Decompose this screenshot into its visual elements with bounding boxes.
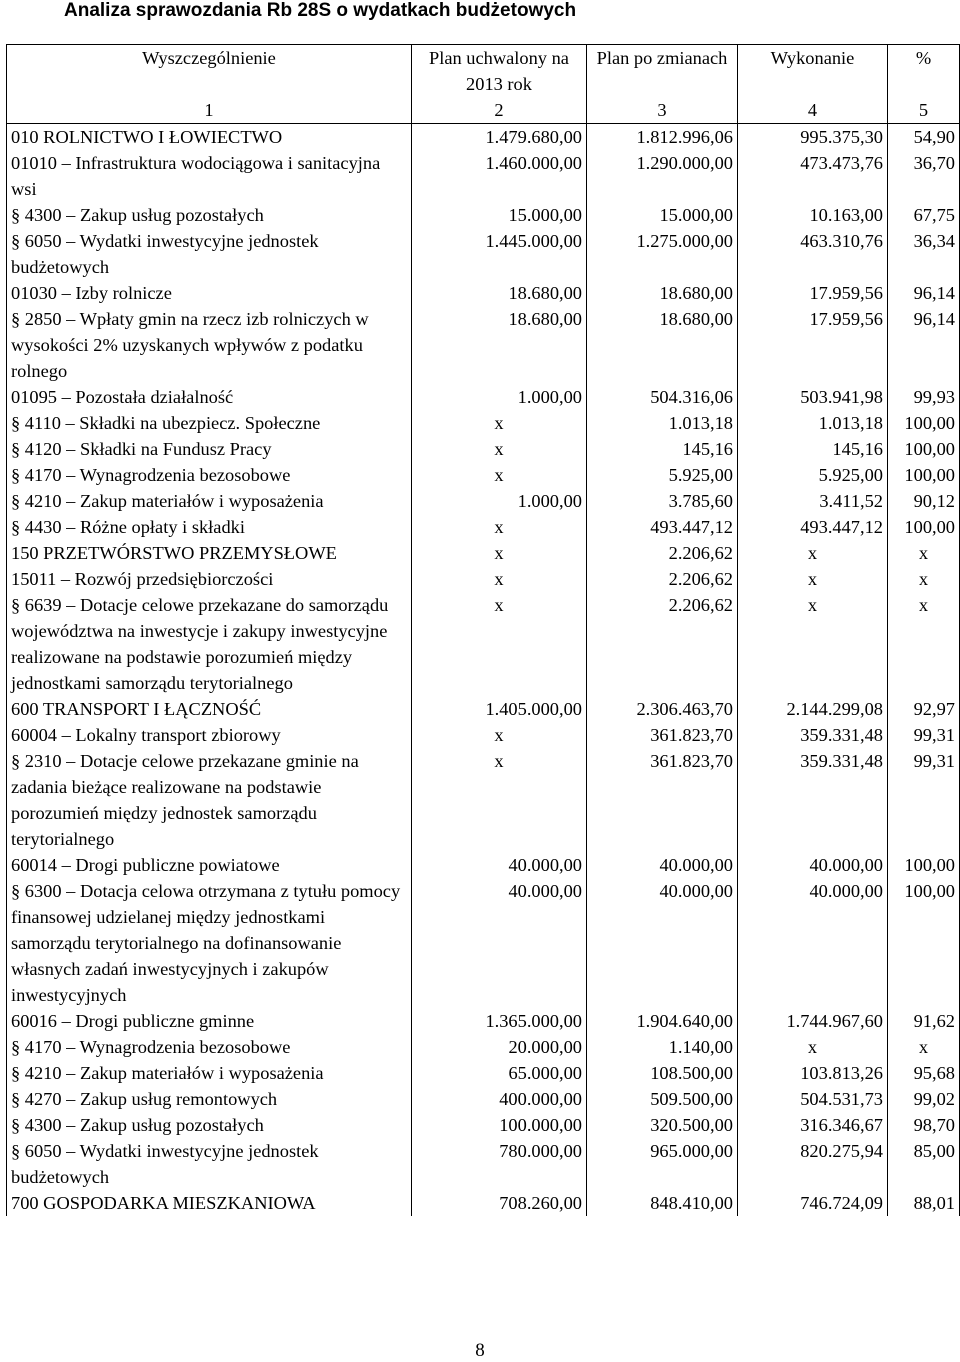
row-plan-changed: 5.925,00	[587, 462, 738, 488]
row-description: 15011 – Rozwój przedsiębiorczości	[7, 566, 412, 592]
row-percent: x	[888, 1034, 960, 1060]
table-row	[7, 124, 960, 151]
table-row	[7, 722, 960, 748]
row-percent: 99,02	[888, 1086, 960, 1112]
header-execution: Wykonanie	[738, 45, 888, 98]
row-description: 60014 – Drogi publiczne powiatowe	[7, 852, 412, 878]
row-description: 60004 – Lokalny transport zbiorowy	[7, 722, 412, 748]
row-plan-adopted: x	[412, 410, 587, 436]
table-row	[7, 540, 960, 566]
table-row	[7, 1190, 960, 1216]
row-execution: 40.000,00	[738, 852, 888, 878]
row-plan-changed: 848.410,00	[587, 1190, 738, 1216]
row-execution: 10.163,00	[738, 202, 888, 228]
row-execution: 17.959,56	[738, 280, 888, 306]
row-description: § 4210 – Zakup materiałów i wyposażenia	[7, 1060, 412, 1086]
row-percent: 36,34	[888, 228, 960, 280]
row-execution: 316.346,67	[738, 1112, 888, 1138]
table-row	[7, 1086, 960, 1112]
row-percent: x	[888, 592, 960, 696]
row-plan-changed: 2.206,62	[587, 566, 738, 592]
table-row	[7, 852, 960, 878]
row-description: § 4120 – Składki na Fundusz Pracy	[7, 436, 412, 462]
table-row	[7, 1060, 960, 1086]
row-plan-adopted: 100.000,00	[412, 1112, 587, 1138]
row-description: § 4430 – Różne opłaty i składki	[7, 514, 412, 540]
row-description: § 2850 – Wpłaty gmin na rzecz izb rolniczych w wysokości 2% uzyskanych wpływów z podatku rolnego	[7, 306, 412, 384]
page-number: 8	[475, 1340, 485, 1361]
row-plan-changed: 361.823,70	[587, 748, 738, 852]
row-description: § 4170 – Wynagrodzenia bezosobowe	[7, 1034, 412, 1060]
row-plan-changed: 40.000,00	[587, 852, 738, 878]
row-plan-changed: 509.500,00	[587, 1086, 738, 1112]
table-row	[7, 1138, 960, 1190]
table-row	[7, 696, 960, 722]
row-execution: 5.925,00	[738, 462, 888, 488]
row-plan-adopted: x	[412, 514, 587, 540]
row-plan-changed: 361.823,70	[587, 722, 738, 748]
row-plan-adopted: 1.460.000,00	[412, 150, 587, 202]
row-percent: 100,00	[888, 514, 960, 540]
row-execution: x	[738, 592, 888, 696]
row-plan-adopted: 1.000,00	[412, 488, 587, 514]
row-plan-adopted: x	[412, 592, 587, 696]
row-plan-changed: 18.680,00	[587, 306, 738, 384]
row-plan-adopted: x	[412, 540, 587, 566]
row-plan-adopted: 1.405.000,00	[412, 696, 587, 722]
row-plan-changed: 320.500,00	[587, 1112, 738, 1138]
row-plan-adopted: 20.000,00	[412, 1034, 587, 1060]
row-execution: 1.013,18	[738, 410, 888, 436]
column-number: 1	[7, 97, 412, 124]
table-row	[7, 462, 960, 488]
row-plan-changed: 15.000,00	[587, 202, 738, 228]
row-description: § 6050 – Wydatki inwestycyjne jednostek budżetowych	[7, 228, 412, 280]
table-row	[7, 150, 960, 202]
header-plan-adopted: Plan uchwalony na 2013 rok	[412, 45, 587, 98]
row-execution: 463.310,76	[738, 228, 888, 280]
row-execution: x	[738, 1034, 888, 1060]
budget-table	[6, 44, 960, 1216]
row-percent: 98,70	[888, 1112, 960, 1138]
row-description: 600 TRANSPORT I ŁĄCZNOŚĆ	[7, 696, 412, 722]
table-row	[7, 748, 960, 852]
row-execution: 1.744.967,60	[738, 1008, 888, 1034]
row-execution: 820.275,94	[738, 1138, 888, 1190]
row-plan-changed: 2.306.463,70	[587, 696, 738, 722]
row-percent: x	[888, 566, 960, 592]
row-execution: 103.813,26	[738, 1060, 888, 1086]
row-plan-adopted: x	[412, 722, 587, 748]
row-plan-changed: 18.680,00	[587, 280, 738, 306]
row-plan-changed: 40.000,00	[587, 878, 738, 1008]
row-description: § 6639 – Dotacje celowe przekazane do samorządu województwa na inwestycje i zakupy inwestycyjne realizowane na podstawie porozumień między jednostkami samorządu terytorialnego	[7, 592, 412, 696]
row-plan-adopted: 780.000,00	[412, 1138, 587, 1190]
row-percent: 95,68	[888, 1060, 960, 1086]
row-description: § 4110 – Składki na ubezpiecz. Społeczne	[7, 410, 412, 436]
row-plan-adopted: 400.000,00	[412, 1086, 587, 1112]
row-description: § 4270 – Zakup usług remontowych	[7, 1086, 412, 1112]
row-percent: 88,01	[888, 1190, 960, 1216]
row-execution: 359.331,48	[738, 748, 888, 852]
row-description: § 4300 – Zakup usług pozostałych	[7, 202, 412, 228]
row-plan-changed: 1.275.000,00	[587, 228, 738, 280]
row-execution: 40.000,00	[738, 878, 888, 1008]
row-plan-adopted: 40.000,00	[412, 878, 587, 1008]
table-row	[7, 514, 960, 540]
row-plan-adopted: x	[412, 566, 587, 592]
header-plan-changed: Plan po zmianach	[587, 45, 738, 98]
row-plan-changed: 108.500,00	[587, 1060, 738, 1086]
row-plan-adopted: 1.445.000,00	[412, 228, 587, 280]
table-row	[7, 280, 960, 306]
row-plan-adopted: 18.680,00	[412, 306, 587, 384]
row-execution: 473.473,76	[738, 150, 888, 202]
table-row	[7, 488, 960, 514]
row-execution: 995.375,30	[738, 124, 888, 151]
row-execution: 2.144.299,08	[738, 696, 888, 722]
table-row	[7, 306, 960, 384]
table-row	[7, 566, 960, 592]
row-plan-changed: 1.140,00	[587, 1034, 738, 1060]
row-description: 700 GOSPODARKA MIESZKANIOWA	[7, 1190, 412, 1216]
row-plan-adopted: x	[412, 436, 587, 462]
row-description: § 6300 – Dotacja celowa otrzymana z tytułu pomocy finansowej udzielanej między jednostkami samorządu terytorialnego na dofinansowanie własnych zadań inwestycyjnych i zakupów inwestycyjnych	[7, 878, 412, 1008]
table-row	[7, 592, 960, 696]
row-description: § 4170 – Wynagrodzenia bezosobowe	[7, 462, 412, 488]
table-row	[7, 202, 960, 228]
row-execution: x	[738, 566, 888, 592]
row-description: 010 ROLNICTWO I ŁOWIECTWO	[7, 124, 412, 151]
table-row	[7, 228, 960, 280]
row-percent: 99,31	[888, 748, 960, 852]
row-percent: 54,90	[888, 124, 960, 151]
row-plan-adopted: 18.680,00	[412, 280, 587, 306]
row-percent: 100,00	[888, 410, 960, 436]
table-header	[7, 45, 960, 98]
row-percent: 99,31	[888, 722, 960, 748]
column-number-row	[7, 97, 960, 124]
row-plan-changed: 1.290.000,00	[587, 150, 738, 202]
row-execution: 504.531,73	[738, 1086, 888, 1112]
row-plan-changed: 1.904.640,00	[587, 1008, 738, 1034]
row-percent: 92,97	[888, 696, 960, 722]
table-row	[7, 384, 960, 410]
row-execution: 746.724,09	[738, 1190, 888, 1216]
header-description: Wyszczególnienie	[7, 45, 412, 98]
row-description: 01095 – Pozostała działalność	[7, 384, 412, 410]
table-body	[7, 97, 960, 1216]
row-plan-adopted: 40.000,00	[412, 852, 587, 878]
column-number: 4	[738, 97, 888, 124]
row-plan-changed: 965.000,00	[587, 1138, 738, 1190]
row-description: 01010 – Infrastruktura wodociągowa i sanitacyjna wsi	[7, 150, 412, 202]
row-plan-adopted: 1.000,00	[412, 384, 587, 410]
row-plan-adopted: 708.260,00	[412, 1190, 587, 1216]
row-percent: 96,14	[888, 280, 960, 306]
row-plan-adopted: 1.365.000,00	[412, 1008, 587, 1034]
column-number: 2	[412, 97, 587, 124]
column-number: 3	[587, 97, 738, 124]
row-plan-changed: 3.785,60	[587, 488, 738, 514]
row-description: 150 PRZETWÓRSTWO PRZEMYSŁOWE	[7, 540, 412, 566]
table-row	[7, 1008, 960, 1034]
row-plan-adopted: 1.479.680,00	[412, 124, 587, 151]
column-number: 5	[888, 97, 960, 124]
row-execution: 17.959,56	[738, 306, 888, 384]
row-percent: 100,00	[888, 852, 960, 878]
row-execution: 145,16	[738, 436, 888, 462]
row-percent: x	[888, 540, 960, 566]
row-plan-changed: 1.013,18	[587, 410, 738, 436]
row-percent: 100,00	[888, 436, 960, 462]
row-percent: 85,00	[888, 1138, 960, 1190]
row-description: § 6050 – Wydatki inwestycyjne jednostek budżetowych	[7, 1138, 412, 1190]
row-plan-adopted: x	[412, 748, 587, 852]
row-execution: x	[738, 540, 888, 566]
row-percent: 90,12	[888, 488, 960, 514]
row-percent: 67,75	[888, 202, 960, 228]
page-title: Analiza sprawozdania Rb 28S o wydatkach budżetowych	[64, 0, 577, 21]
table-row	[7, 878, 960, 1008]
row-execution: 359.331,48	[738, 722, 888, 748]
row-execution: 503.941,98	[738, 384, 888, 410]
row-execution: 3.411,52	[738, 488, 888, 514]
row-execution: 493.447,12	[738, 514, 888, 540]
row-description: § 4210 – Zakup materiałów i wyposażenia	[7, 488, 412, 514]
row-plan-adopted: x	[412, 462, 587, 488]
row-plan-changed: 504.316,06	[587, 384, 738, 410]
header-percent: %	[888, 45, 960, 98]
row-plan-changed: 145,16	[587, 436, 738, 462]
row-percent: 100,00	[888, 462, 960, 488]
table-row	[7, 1112, 960, 1138]
row-description: § 2310 – Dotacje celowe przekazane gminie na zadania bieżące realizowane na podstawie porozumień między jednostek samorządu terytorialnego	[7, 748, 412, 852]
row-plan-changed: 1.812.996,06	[587, 124, 738, 151]
row-plan-changed: 2.206,62	[587, 540, 738, 566]
row-percent: 100,00	[888, 878, 960, 1008]
row-plan-changed: 2.206,62	[587, 592, 738, 696]
row-plan-adopted: 65.000,00	[412, 1060, 587, 1086]
table-row	[7, 410, 960, 436]
table-row	[7, 1034, 960, 1060]
row-percent: 96,14	[888, 306, 960, 384]
row-description: 01030 – Izby rolnicze	[7, 280, 412, 306]
row-plan-changed: 493.447,12	[587, 514, 738, 540]
row-plan-adopted: 15.000,00	[412, 202, 587, 228]
table-row	[7, 436, 960, 462]
row-description: 60016 – Drogi publiczne gminne	[7, 1008, 412, 1034]
row-percent: 99,93	[888, 384, 960, 410]
row-percent: 36,70	[888, 150, 960, 202]
row-description: § 4300 – Zakup usług pozostałych	[7, 1112, 412, 1138]
row-percent: 91,62	[888, 1008, 960, 1034]
